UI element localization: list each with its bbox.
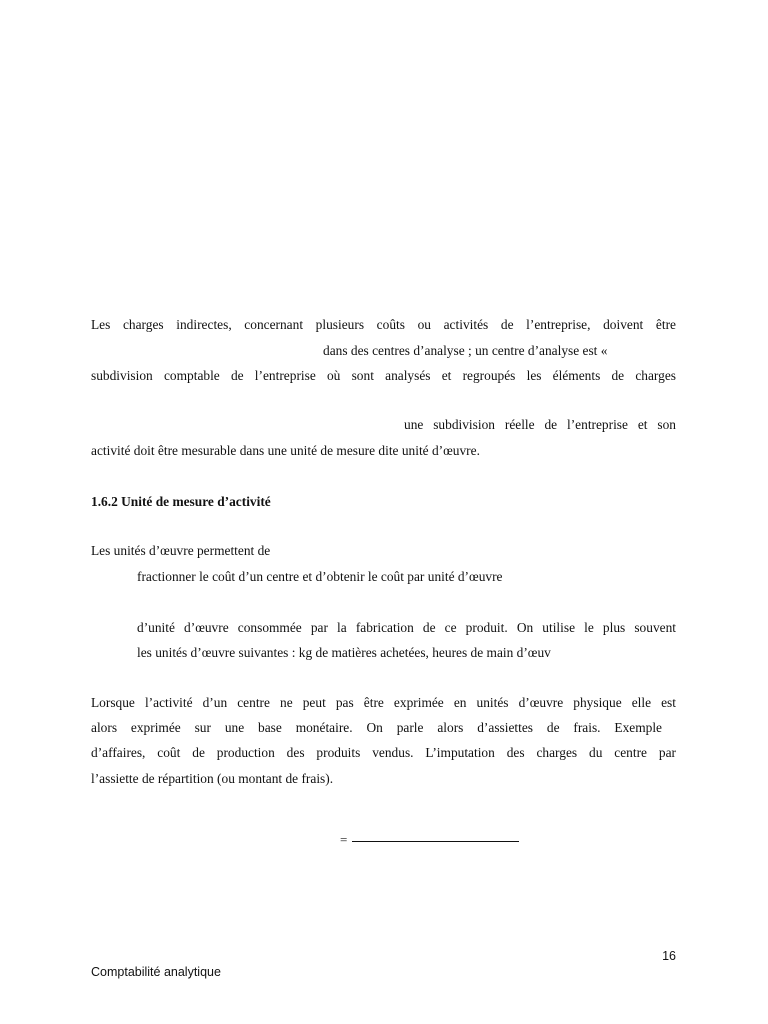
paragraph-1-line-5: activité doit être mesurable dans une unité de mesure dite unité d’œuvre. — [91, 443, 480, 458]
page-number: 16 — [662, 949, 676, 963]
footer-title: Comptabilité analytique — [91, 965, 221, 979]
paragraph-1-line-2: dans des centres d’analyse ; un centre d’analyse est « — [323, 343, 608, 358]
paragraph-1-line-3: subdivision comptable de l’entreprise où sont analysés et regroupés les éléments de charges — [91, 368, 676, 383]
paragraph-2-intro: Les unités d’œuvre permettent de — [91, 543, 271, 558]
paragraph-3-line-1: Lorsque l’activité d’un centre ne peut pas être exprimée en unités d’œuvre physique elle est — [91, 695, 676, 710]
paragraph-1-line-4: une subdivision réelle de l’entreprise et son — [404, 417, 676, 432]
paragraph-3-line-4: l’assiette de répartition (ou montant de frais). — [91, 771, 334, 786]
paragraph-2-item-1: fractionner le coût d’un centre et d’obtenir le coût par unité d’œuvre — [137, 569, 503, 584]
section-heading: 1.6.2 Unité de mesure d’activité — [91, 494, 271, 509]
paragraph-2-item-2-line-1: d’unité d’œuvre consommée par la fabrication de ce produit. On utilise le plus souvent — [137, 620, 676, 635]
formula-fraction-line — [352, 841, 519, 842]
paragraph-1-line-1: Les charges indirectes, concernant plusieurs coûts ou activités de l’entreprise, doivent être — [91, 317, 676, 332]
paragraph-2-item-2-line-2: les unités d’œuvre suivantes : kg de matières achetées, heures de main d’œuv — [137, 645, 551, 660]
paragraph-3-line-3: d’affaires, coût de production des produits vendus. L’imputation des charges du centre par — [91, 745, 676, 760]
formula-equals-sign: = — [340, 832, 348, 847]
paragraph-3-line-2: alors exprimée sur une base monétaire. On parle alors d’assiettes de frais. Exemple — [91, 720, 662, 735]
